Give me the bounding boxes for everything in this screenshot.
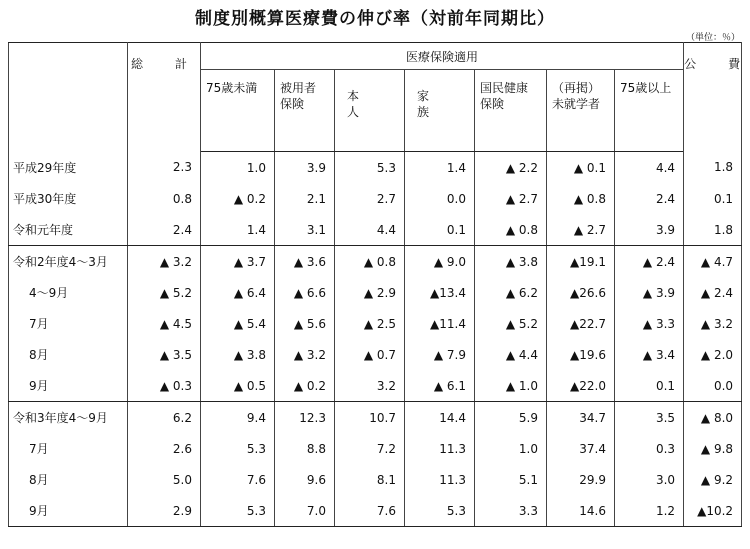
cell-over75: 2.4 bbox=[615, 183, 684, 214]
header-under75: 75歳未満 bbox=[201, 70, 275, 152]
cell-national: 5.1 bbox=[475, 464, 547, 495]
cell-total: 2.3 bbox=[128, 152, 201, 184]
cell-over75: 3.9 bbox=[615, 214, 684, 246]
header-national bbox=[475, 70, 547, 152]
medical-cost-growth-table bbox=[8, 42, 750, 527]
cell-employee: ▲ 3.2 bbox=[275, 339, 335, 370]
cell-public: ▲ 9.8 bbox=[684, 433, 742, 464]
cell-over75: ▲ 3.3 bbox=[615, 308, 684, 339]
header-row-top bbox=[9, 43, 742, 70]
cell-family: ▲ 6.1 bbox=[405, 370, 475, 402]
table-body bbox=[9, 152, 742, 527]
cell-over75: 0.1 bbox=[615, 370, 684, 402]
header-employee bbox=[275, 70, 335, 152]
cell-preschool: ▲26.6 bbox=[547, 277, 615, 308]
cell-employee: 12.3 bbox=[275, 402, 335, 434]
table-row bbox=[9, 214, 742, 246]
cell-public: ▲ 2.0 bbox=[684, 339, 742, 370]
cell-family: 5.3 bbox=[405, 495, 475, 527]
cell-total: 0.8 bbox=[128, 183, 201, 214]
unit-note: （単位：％） bbox=[685, 33, 740, 43]
cell-preschool: ▲22.0 bbox=[547, 370, 615, 402]
cell-preschool: 29.9 bbox=[547, 464, 615, 495]
cell-total: 2.4 bbox=[128, 214, 201, 246]
cell-under75: 1.0 bbox=[201, 152, 275, 184]
cell-over75: 4.4 bbox=[615, 152, 684, 184]
cell-total: 2.9 bbox=[128, 495, 201, 527]
cell-preschool: ▲22.7 bbox=[547, 308, 615, 339]
header-preschool bbox=[547, 70, 615, 152]
row-label: 令和元年度 bbox=[9, 214, 128, 246]
table-row bbox=[9, 402, 742, 434]
cell-national: ▲ 5.2 bbox=[475, 308, 547, 339]
cell-family: 11.3 bbox=[405, 433, 475, 464]
row-label: 7月 bbox=[9, 308, 128, 339]
cell-family: 14.4 bbox=[405, 402, 475, 434]
cell-family: 0.0 bbox=[405, 183, 475, 214]
cell-national: 1.0 bbox=[475, 433, 547, 464]
cell-under75: ▲ 5.4 bbox=[201, 308, 275, 339]
cell-under75: 5.3 bbox=[201, 433, 275, 464]
table-row bbox=[9, 370, 742, 402]
cell-employee: 2.1 bbox=[275, 183, 335, 214]
cell-family: ▲ 7.9 bbox=[405, 339, 475, 370]
cell-under75: ▲ 0.2 bbox=[201, 183, 275, 214]
cell-over75: 1.2 bbox=[615, 495, 684, 527]
cell-principal: 2.7 bbox=[335, 183, 405, 214]
table-title: 制度別概算医療費の伸び率（対前年同期比） bbox=[195, 9, 555, 29]
cell-national: ▲ 0.8 bbox=[475, 214, 547, 246]
cell-employee: 3.1 bbox=[275, 214, 335, 246]
cell-under75: 7.6 bbox=[201, 464, 275, 495]
row-label: 4～9月 bbox=[9, 277, 128, 308]
cell-preschool: 14.6 bbox=[547, 495, 615, 527]
row-label: 7月 bbox=[9, 433, 128, 464]
cell-over75: 3.5 bbox=[615, 402, 684, 434]
cell-employee: 3.9 bbox=[275, 152, 335, 184]
cell-preschool: ▲ 2.7 bbox=[547, 214, 615, 246]
table-row bbox=[9, 277, 742, 308]
table-row bbox=[9, 464, 742, 495]
cell-principal: ▲ 0.8 bbox=[335, 246, 405, 278]
cell-total: ▲ 5.2 bbox=[128, 277, 201, 308]
cell-preschool: ▲ 0.1 bbox=[547, 152, 615, 184]
header-preschool-line2: 未就学者 bbox=[552, 97, 601, 111]
header-principal: 本 人 bbox=[335, 70, 405, 152]
cell-national: ▲ 4.4 bbox=[475, 339, 547, 370]
cell-under75: 9.4 bbox=[201, 402, 275, 434]
cell-principal: ▲ 2.9 bbox=[335, 277, 405, 308]
cell-employee: 9.6 bbox=[275, 464, 335, 495]
row-label: 平成30年度 bbox=[9, 183, 128, 214]
cell-public: 1.8 bbox=[684, 214, 742, 246]
cell-preschool: ▲ 0.8 bbox=[547, 183, 615, 214]
cell-principal: ▲ 0.7 bbox=[335, 339, 405, 370]
cell-public: 1.8 bbox=[684, 152, 742, 184]
cell-employee: 8.8 bbox=[275, 433, 335, 464]
table-row bbox=[9, 152, 742, 184]
cell-principal: ▲ 2.5 bbox=[335, 308, 405, 339]
cell-over75: ▲ 2.4 bbox=[615, 246, 684, 278]
cell-national: ▲ 2.2 bbox=[475, 152, 547, 184]
cell-public: 0.0 bbox=[684, 370, 742, 402]
cell-under75: 5.3 bbox=[201, 495, 275, 527]
cell-employee: ▲ 0.2 bbox=[275, 370, 335, 402]
corner-cell bbox=[9, 43, 128, 152]
cell-national: 5.9 bbox=[475, 402, 547, 434]
cell-under75: ▲ 6.4 bbox=[201, 277, 275, 308]
cell-principal: 3.2 bbox=[335, 370, 405, 402]
header-employee-line1: 被用者 bbox=[280, 81, 317, 95]
cell-employee: ▲ 5.6 bbox=[275, 308, 335, 339]
cell-national: ▲ 1.0 bbox=[475, 370, 547, 402]
row-label: 9月 bbox=[9, 495, 128, 527]
cell-public: ▲ 2.4 bbox=[684, 277, 742, 308]
table-row bbox=[9, 339, 742, 370]
cell-total: 6.2 bbox=[128, 402, 201, 434]
cell-preschool: 34.7 bbox=[547, 402, 615, 434]
cell-employee: ▲ 3.6 bbox=[275, 246, 335, 278]
cell-national: ▲ 3.8 bbox=[475, 246, 547, 278]
cell-family: ▲13.4 bbox=[405, 277, 475, 308]
header-national-line1: 国民健康 bbox=[480, 81, 529, 95]
row-label: 平成29年度 bbox=[9, 152, 128, 184]
row-label: 令和3年度4～9月 bbox=[9, 402, 128, 434]
cell-principal: 5.3 bbox=[335, 152, 405, 184]
cell-national: ▲ 6.2 bbox=[475, 277, 547, 308]
header-total: 総 計 bbox=[128, 43, 201, 152]
cell-principal: 8.1 bbox=[335, 464, 405, 495]
cell-total: ▲ 3.5 bbox=[128, 339, 201, 370]
cell-family: ▲11.4 bbox=[405, 308, 475, 339]
cell-under75: ▲ 0.5 bbox=[201, 370, 275, 402]
cell-preschool: ▲19.6 bbox=[547, 339, 615, 370]
cell-public: ▲ 4.7 bbox=[684, 246, 742, 278]
header-employee-line2: 保険 bbox=[280, 97, 305, 111]
header-over75: 75歳以上 bbox=[615, 70, 684, 152]
header-insurance: 医療保険適用 bbox=[201, 43, 684, 70]
cell-family: ▲ 9.0 bbox=[405, 246, 475, 278]
cell-under75: ▲ 3.8 bbox=[201, 339, 275, 370]
header-public: 公 費 bbox=[684, 43, 742, 152]
header-national-line2: 保険 bbox=[480, 97, 505, 111]
cell-principal: 10.7 bbox=[335, 402, 405, 434]
cell-family: 0.1 bbox=[405, 214, 475, 246]
cell-over75: ▲ 3.4 bbox=[615, 339, 684, 370]
cell-under75: 1.4 bbox=[201, 214, 275, 246]
cell-national: ▲ 2.7 bbox=[475, 183, 547, 214]
cell-family: 11.3 bbox=[405, 464, 475, 495]
table-row bbox=[9, 246, 742, 278]
row-label: 8月 bbox=[9, 339, 128, 370]
row-label: 9月 bbox=[9, 370, 128, 402]
cell-employee: 7.0 bbox=[275, 495, 335, 527]
cell-principal: 4.4 bbox=[335, 214, 405, 246]
cell-total: 2.6 bbox=[128, 433, 201, 464]
cell-public: 0.1 bbox=[684, 183, 742, 214]
cell-public: ▲ 9.2 bbox=[684, 464, 742, 495]
cell-total: ▲ 0.3 bbox=[128, 370, 201, 402]
cell-family: 1.4 bbox=[405, 152, 475, 184]
cell-employee: ▲ 6.6 bbox=[275, 277, 335, 308]
cell-over75: ▲ 3.9 bbox=[615, 277, 684, 308]
table-row bbox=[9, 308, 742, 339]
cell-under75: ▲ 3.7 bbox=[201, 246, 275, 278]
table-row bbox=[9, 183, 742, 214]
cell-public: ▲10.2 bbox=[684, 495, 742, 527]
header-family: 家 族 bbox=[405, 70, 475, 152]
cell-principal: 7.6 bbox=[335, 495, 405, 527]
header-preschool-line1: （再掲） bbox=[552, 81, 601, 95]
cell-public: ▲ 8.0 bbox=[684, 402, 742, 434]
cell-preschool: ▲19.1 bbox=[547, 246, 615, 278]
cell-over75: 3.0 bbox=[615, 464, 684, 495]
cell-preschool: 37.4 bbox=[547, 433, 615, 464]
row-label: 8月 bbox=[9, 464, 128, 495]
table-row bbox=[9, 495, 742, 527]
cell-total: 5.0 bbox=[128, 464, 201, 495]
cell-principal: 7.2 bbox=[335, 433, 405, 464]
table-row bbox=[9, 433, 742, 464]
cell-over75: 0.3 bbox=[615, 433, 684, 464]
cell-total: ▲ 3.2 bbox=[128, 246, 201, 278]
row-label: 令和2年度4～3月 bbox=[9, 246, 128, 278]
cell-public: ▲ 3.2 bbox=[684, 308, 742, 339]
cell-national: 3.3 bbox=[475, 495, 547, 527]
cell-total: ▲ 4.5 bbox=[128, 308, 201, 339]
